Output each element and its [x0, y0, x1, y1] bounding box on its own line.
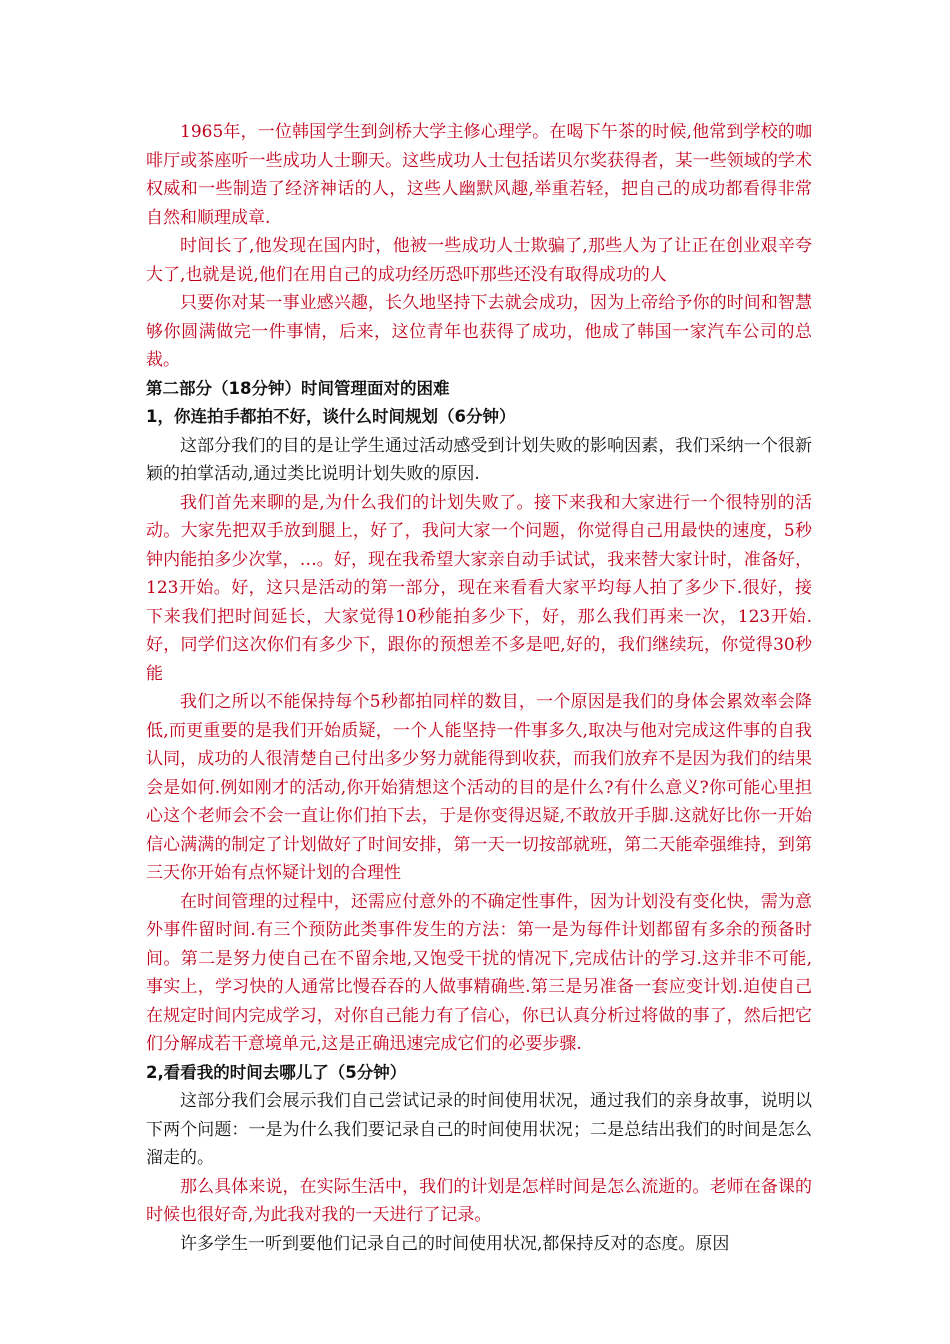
paragraph-analysis: 我们之所以不能保持每个5秒都拍同样的数目，一个原因是我们的身体会累效率会降低,而更重要的是我们开始质疑，一个人能坚持一件事多久,取决与他对完成这件事的自我认同，成功的人很清楚自己付出多少努力就能得到收获，而我们放弃不是因为我们的结果会是如何.例如刚才的活动,你开始猜想这个活动的目的是什么?有什么意义?你可能心里担心这个老师会不会一直让你们拍下去，于是你变得迟疑,不敢放开手脚.这就好比你一开始信心满满的制定了计划做好了时间安排，第一天一切按部就班，第二天能牵强维持，到第三天你开始有点怀疑计划的合理性: [146, 692, 812, 883]
document-page: [146, 118, 812, 1258]
paragraph-story-1: 1965年，一位韩国学生到剑桥大学主修心理学。在喝下午茶的时候,他常到学校的咖啡厅或茶座听一些成功人士聊天。这些成功人士包括诺贝尔奖获得者，某一些领域的学术权威和一些制造了经济神话的人，这些人幽默风趣,举重若轻，把自己的成功都看得非常自然和顺理成章.: [146, 122, 812, 228]
paragraph-teacher-record: 那么具体来说，在实际生活中，我们的计划是怎样时间是怎么流逝的。老师在备课的时候也很好奇,为此我对我的一天进行了记录。: [146, 1176, 812, 1225]
section-heading-part2: 第二部分（18分钟）时间管理面对的困难: [146, 378, 450, 398]
paragraph-students-attitude: 许多学生一听到要他们记录自己的时间使用状况,都保持反对的态度。原因: [180, 1233, 730, 1254]
paragraph-purpose-1: 这部分我们的目的是让学生通过活动感受到计划失败的影响因素，我们采纳一个很新颖的拍掌活动,通过类比说明计划失败的原因.: [146, 435, 812, 484]
paragraph-story-3: 只要你对某一事业感兴趣，长久地坚持下去就会成功，因为上帝给予你的时间和智慧够你圆满做完一件事情，后来，这位青年也获得了成功，他成了韩国一家汽车公司的总裁。: [146, 293, 812, 370]
subsection-heading-1: 1，你连拍手都拍不好，谈什么时间规划（6分钟）: [146, 407, 516, 426]
paragraph-purpose-2: 这部分我们会展示我们自己尝试记录的时间使用状况，通过我们的亲身故事，说明以下两个问题：一是为什么我们要记录自己的时间使用状况；二是总结出我们的时间是怎么溜走的。: [146, 1091, 812, 1168]
paragraph-clapping-activity: 我们首先来聊的是,为什么我们的计划失败了。接下来我和大家进行一个很特别的活动。大家先把双手放到腿上，好了，我问大家一个问题，你觉得自己用最快的速度，5秒钟内能拍多少次掌，…。好，现在我希望大家亲自动手试试，我来替大家计时，准备好，123开始。好，这只是活动的第一部分，现在来看看大家平均每人拍了多少下.很好，接下来我们把时间延长，大家觉得10秒能拍多少下，好，那么我们再来一次，123开始.好，同学们这次你们有多少下，跟你的预想差不多是吧,好的，我们继续玩，你觉得30秒能: [146, 492, 812, 684]
subsection-heading-2: 2,看看我的时间去哪儿了（5分钟）: [146, 1062, 407, 1082]
paragraph-story-2: 时间长了,他发现在国内时，他被一些成功人士欺骗了,那些人为了让正在创业艰辛夸大了,也就是说,他们在用自己的成功经历恐吓那些还没有取得成功的人: [146, 236, 812, 285]
paragraph-uncertainty: 在时间管理的过程中，还需应付意外的不确定性事件，因为计划没有变化快，需为意外事件留时间.有三个预防此类事件发生的方法：第一是为每件计划都留有多余的预备时间。第二是努力使自己在不留余地,又饱受干扰的情况下,完成估计的学习.这并非不可能,事实上，学习快的人通常比慢吞吞的人做事精确些.第三是另准备一套应变计划.迫使自己在规定时间内完成学习，对你自己能力有了信心，你已认真分析过将做的事了，然后把它们分解成若干意境单元,这是正确迅速完成它们的必要步骤.: [146, 891, 812, 1054]
